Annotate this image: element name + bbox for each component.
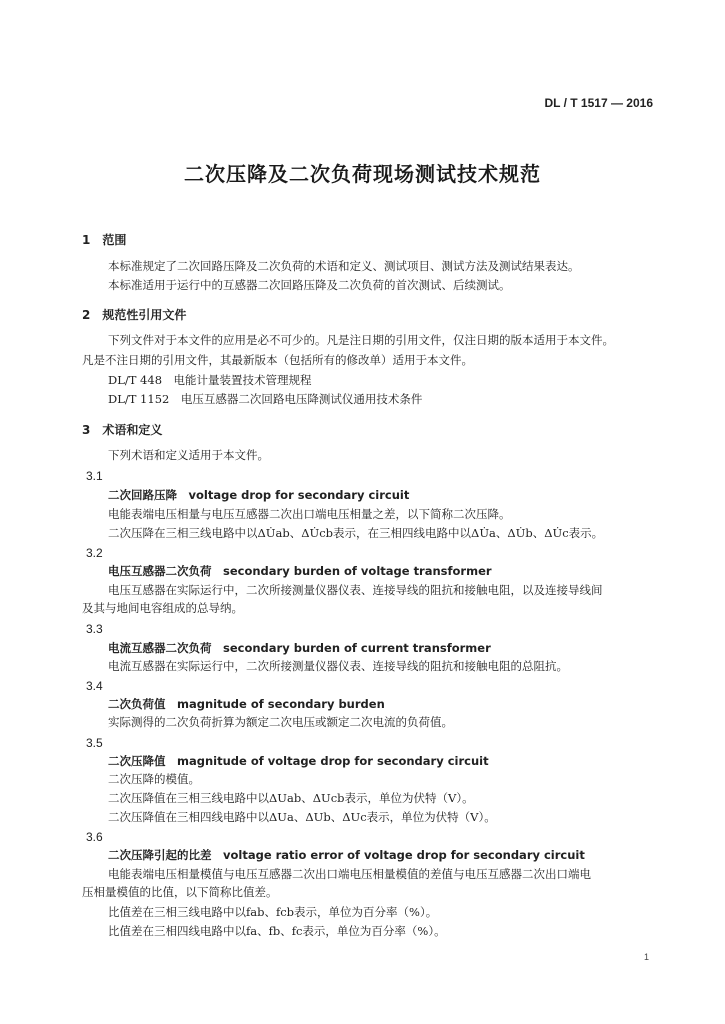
term-number: 3.1 xyxy=(86,469,103,483)
term-definition-line: 比值差在三相四线电路中以fa、fb、fc表示，单位为百分率（%）。 xyxy=(108,924,446,938)
term-definition-line: 电能表端电压相量与电压互感器二次出口端电压相量之差，以下简称二次压降。 xyxy=(108,507,511,521)
term-heading: 二次压降引起的比差 voltage ratio error of voltage drop for secondary circuit xyxy=(108,848,585,862)
section-2-paragraph-line-1: 下列文件对于本文件的应用是必不可少的。凡是注日期的引用文件，仅注日期的版本适用于本文件。 xyxy=(108,333,614,347)
page-title: 二次压降及二次负荷现场测试技术规范 xyxy=(184,162,541,186)
term-definition-line: 二次压降值在三相三线电路中以ΔUab、ΔUcb表示，单位为伏特（V）。 xyxy=(108,791,474,805)
section-3-paragraph-1: 下列术语和定义适用于本文件。 xyxy=(108,448,269,462)
term-definition-line: 实际测得的二次负荷折算为额定二次电压或额定二次电流的负荷值。 xyxy=(108,715,453,729)
section-2-paragraph-line-2: 凡是不注日期的引用文件，其最新版本（包括所有的修改单）适用于本文件。 xyxy=(82,353,473,367)
page-number: 1 xyxy=(643,952,649,962)
term-number: 3.4 xyxy=(86,679,103,693)
term-definition-line: 及其与地间电容组成的总导纳。 xyxy=(82,601,243,615)
term-heading: 二次压降值 magnitude of voltage drop for secondary circuit xyxy=(108,754,489,768)
term-number: 3.3 xyxy=(86,622,103,636)
section-1-paragraph-2: 本标准适用于运行中的互感器二次回路压降及二次负荷的首次测试、后续测试。 xyxy=(108,278,511,292)
term-definition-line: 电压互感器在实际运行中，二次所接测量仪器仪表、连接导线的阻抗和接触电阻，以及连接导线间 xyxy=(108,583,603,597)
term-definition-line: 比值差在三相三线电路中以fab、fcb表示，单位为百分率（%）。 xyxy=(108,905,438,919)
term-definition-line: 二次压降的模值。 xyxy=(108,772,200,786)
term-definition-line: 压相量模值的比值，以下简称比值差。 xyxy=(82,885,278,899)
term-number: 3.6 xyxy=(86,830,103,844)
term-heading: 二次回路压降 voltage drop for secondary circuit xyxy=(108,488,410,502)
standard-code: DL / T 1517 — 2016 xyxy=(544,96,653,110)
section-1-paragraph-1: 本标准规定了二次回路压降及二次负荷的术语和定义、测试项目、测试方法及测试结果表达。 xyxy=(108,259,580,273)
reference-1: DL/T 448 电能计量装置技术管理规程 xyxy=(108,373,312,387)
term-number: 3.5 xyxy=(86,736,103,750)
term-heading: 二次负荷值 magnitude of secondary burden xyxy=(108,697,385,711)
term-definition-line: 电能表端电压相量模值与电压互感器二次出口端电压相量模值的差值与电压互感器二次出口端电 xyxy=(108,867,591,881)
term-definition-line: 二次压降值在三相四线电路中以ΔUa、ΔUb、ΔUc表示，单位为伏特（V）。 xyxy=(108,810,496,824)
section-2-heading: 2 规范性引用文件 xyxy=(82,308,187,322)
term-number: 3.2 xyxy=(86,546,103,560)
reference-2: DL/T 1152 电压互感器二次回路电压降测试仪通用技术条件 xyxy=(108,392,423,406)
section-3-heading: 3 术语和定义 xyxy=(82,423,163,437)
term-definition-line: 二次压降在三相三线电路中以ΔU̇ab、ΔU̇cb表示，在三相四线电路中以ΔU̇a、ΔU̇b、ΔU̇c表示。 xyxy=(108,526,604,540)
term-definition-line: 电流互感器在实际运行中，二次所接测量仪器仪表、连接导线的阻抗和接触电阻的总阻抗。 xyxy=(108,659,568,673)
term-heading: 电流互感器二次负荷 secondary burden of current transformer xyxy=(108,641,491,655)
term-heading: 电压互感器二次负荷 secondary burden of voltage transformer xyxy=(108,564,492,578)
section-1-heading: 1 范围 xyxy=(82,233,127,247)
